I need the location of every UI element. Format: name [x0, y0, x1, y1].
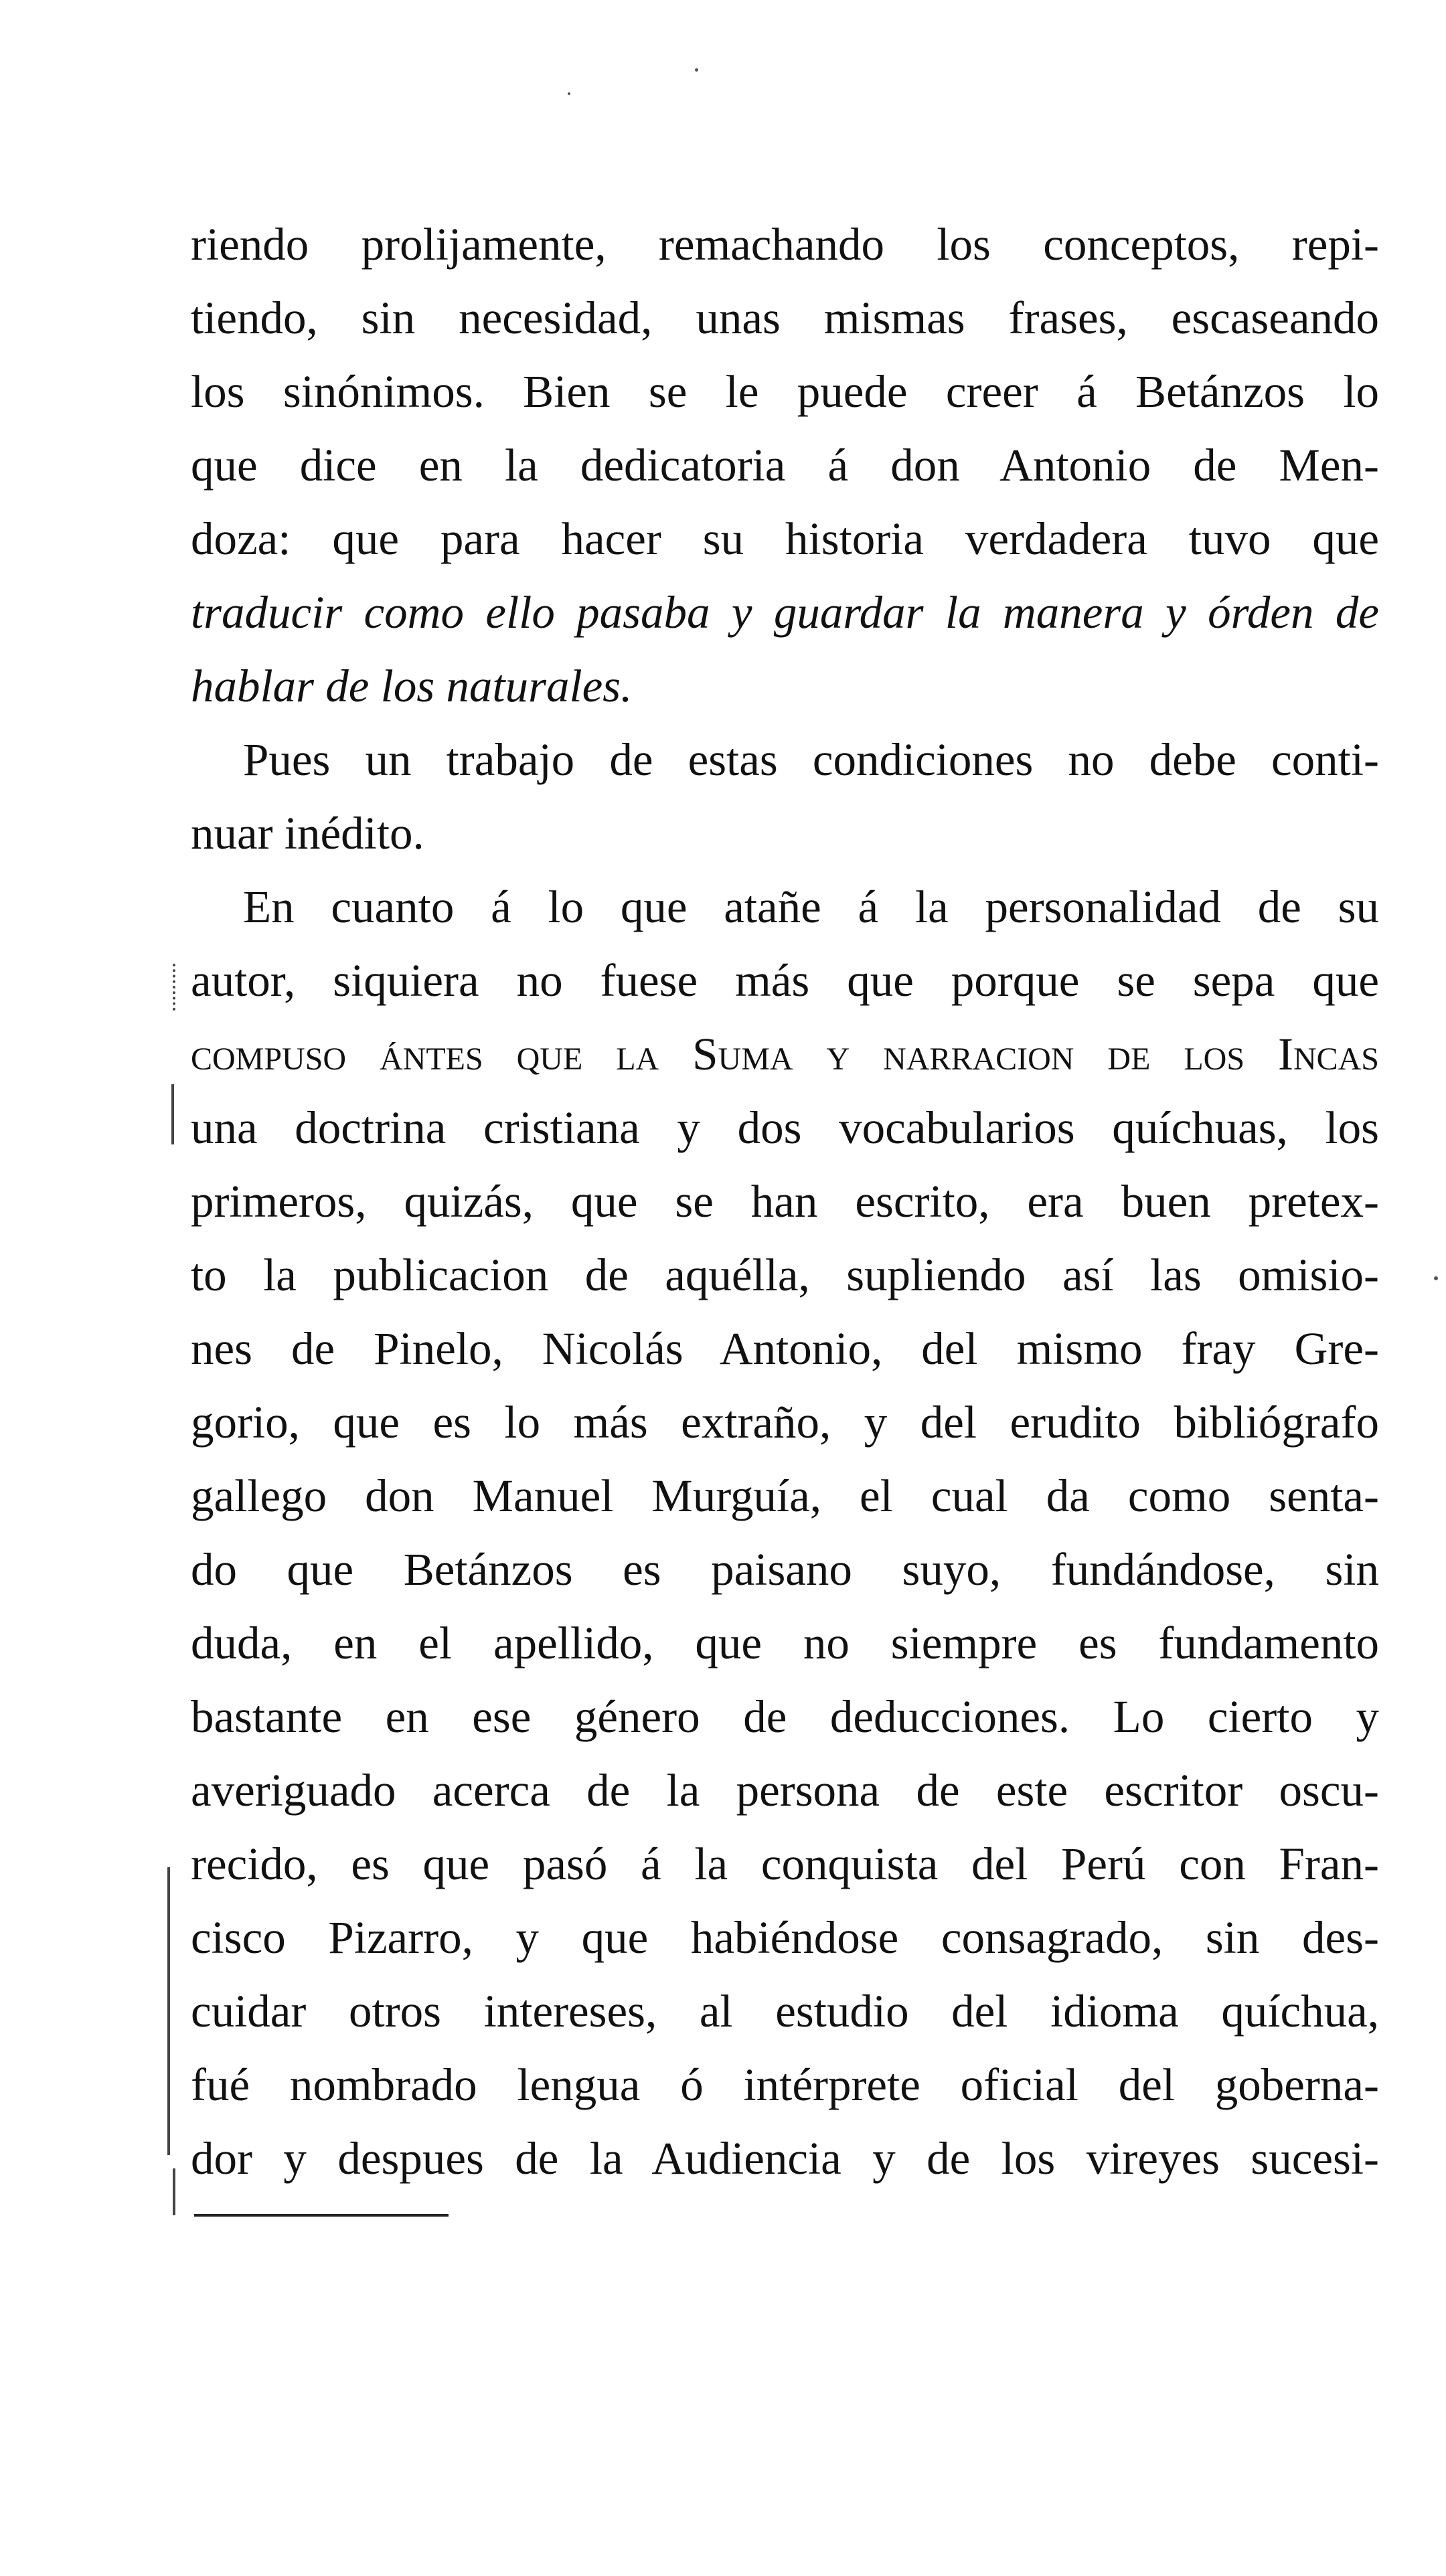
margin-mark [173, 964, 175, 1011]
italic-quote-line: traducir como ello pasaba y guardar la manera y órden de [191, 587, 1379, 638]
margin-mark [171, 1084, 174, 1144]
text-line: gorio, que es lo más extraño, y del erudito bibliógrafo [191, 1397, 1379, 1448]
italic-quote-line: hablar de los naturales. [191, 661, 633, 711]
text-line: doza: que para hacer su historia verdadera tuvo que [191, 513, 1379, 564]
scan-speck [1434, 1276, 1438, 1280]
handwritten-underline [194, 2214, 449, 2217]
text-line: nes de Pinelo, Nicolás Antonio, del mismo fray Gre- [191, 1323, 1379, 1374]
text-line: riendo prolijamente, remachando los conceptos, repi- [191, 219, 1379, 270]
scan-speck [568, 92, 570, 95]
text-line: dor y despues de la Audiencia y de los vireyes sucesi- [191, 2133, 1379, 2184]
text-line: to la publicacion de aquélla, supliendo así las omisio- [191, 1250, 1379, 1300]
small-caps-title-line: compuso ántes que la Suma y narracion de los Incas [191, 1029, 1379, 1080]
body-text [191, 207, 1379, 2195]
text-line: los sinónimos. Bien se le puede creer á Betánzos lo [191, 366, 1379, 417]
text-line: do que Betánzos es paisano suyo, fundándose, sin [191, 1544, 1379, 1595]
text-line: primeros, quizás, que se han escrito, era buen pretex- [191, 1176, 1379, 1227]
text-line: recido, es que pasó á la conquista del Perú con Fran- [191, 1838, 1379, 1889]
text-line: autor, siquiera no fuese más que porque se sepa que [191, 955, 1379, 1006]
text-line: gallego don Manuel Murguía, el cual da como senta- [191, 1470, 1379, 1521]
text-line: cisco Pizarro, y que habiéndose consagrado, sin des- [191, 1912, 1379, 1963]
text-line: que dice en la dedicatoria á don Antonio de Men- [191, 440, 1379, 491]
text-line: bastante en ese género de deducciones. Lo cierto y [191, 1691, 1379, 1742]
text-line: una doctrina cristiana y dos vocabularios quíchuas, los [191, 1102, 1379, 1153]
text-line: tiendo, sin necesidad, unas mismas frases, escaseando [191, 292, 1379, 343]
text-line: averiguado acerca de la persona de este escritor oscu- [191, 1765, 1379, 1816]
text-line: fué nombrado lengua ó intérprete oficial del goberna- [191, 2059, 1379, 2110]
margin-mark [173, 2168, 175, 2215]
text-line: nuar inédito. [191, 808, 424, 859]
paragraph-start-line: En cuanto á lo que atañe á la personalidad de su [243, 881, 1379, 932]
paragraph-start-line: Pues un trabajo de estas condiciones no debe conti- [243, 734, 1379, 785]
text-line: duda, en el apellido, que no siempre es fundamento [191, 1618, 1379, 1668]
text-line: cuidar otros intereses, al estudio del idioma quíchua, [191, 1986, 1379, 2037]
margin-bracket [167, 1867, 170, 2155]
scan-speck [695, 68, 698, 72]
